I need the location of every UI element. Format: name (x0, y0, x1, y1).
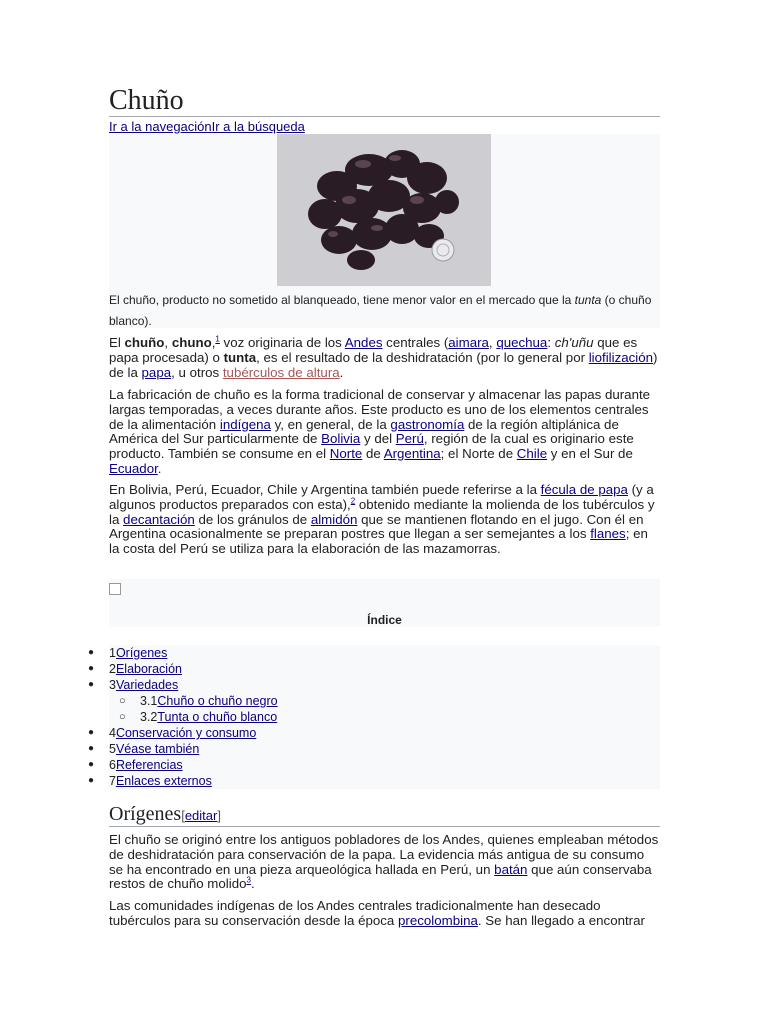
argentina-link[interactable]: Argentina (383, 446, 441, 462)
fecula-paragraph: En Bolivia, Perú, Ecuador, Chile y Argentina también puede referirse a la fécula de papa (y a algunos productos preparados con esta),$^2$ obtenido mediante la molienda de los tubérculos y la decantación de los gránulos de almidón que se mantienen flotando en el jugo. Con él en Argentina ocasionalmente se preparan postres que llegan a ser semejantes a los flanes; en la costa del Perú se utiliza para la elaboración de las mazamorras. (109, 482, 655, 557)
toc-item-3-1[interactable]: ○ 3.1Chuño o chuño negro (119, 694, 278, 708)
toc-toggle-checkbox[interactable] (109, 583, 121, 595)
almidon-link[interactable]: almidón (310, 511, 358, 527)
edit-section-link[interactable]: editar (184, 808, 218, 823)
peru-link[interactable]: Perú (395, 431, 424, 447)
toc-list (88, 645, 660, 789)
toc-item-6[interactable]: ● 6Referencias (88, 758, 183, 772)
page-title: Chuño (109, 84, 660, 117)
bullet-icon: ● (88, 679, 95, 690)
chile-link[interactable]: Chile (516, 446, 548, 462)
chuno-photo-graphic (277, 134, 491, 286)
gastronomia-link[interactable]: gastronomía (390, 416, 465, 432)
toc-item-2[interactable]: ● 2Elaboración (88, 662, 182, 676)
aimara-link[interactable]: aimara (448, 335, 489, 350)
andes-link[interactable]: Andes (344, 335, 383, 350)
precolombina-link[interactable]: precolombina (398, 912, 478, 928)
reference-1-link[interactable]: 1 (215, 334, 220, 344)
norte-link[interactable]: Norte (329, 446, 363, 462)
liofilizacion-link[interactable]: liofilización (588, 349, 654, 365)
toc-item-7[interactable]: ● 7Enlaces externos (88, 774, 212, 788)
chuno-photo[interactable] (277, 134, 491, 286)
flanes-link[interactable]: flanes (590, 526, 626, 542)
quechua-link[interactable]: quechua (496, 335, 548, 350)
bullet-icon: ● (88, 647, 95, 658)
toc-item-3[interactable]: ● 3Variedades (88, 678, 179, 692)
origenes-paragraph-2: Las comunidades indígenas de los Andes centrales tradicionalmente han desecado tubérculos para su conservación desde la época precolombina. Se han llegado a encontrar (109, 898, 645, 928)
batan-link[interactable]: batán (494, 861, 528, 877)
bolivia-link[interactable]: Bolivia (321, 431, 361, 447)
infobox-figure (109, 134, 660, 328)
ecuador-link[interactable]: Ecuador (109, 460, 158, 476)
intro-paragraph: El chuño, chuno,$^1$ voz originaria de los Andes centrales (aimara, quechua: ch'uñu que es papa procesada) o tunta, es el resultado de la deshidratación (por lo general por liofilización) de la papa, u otros tubérculos de altura. (109, 334, 658, 380)
tuberculos-de-altura-redlink[interactable]: tubérculos de altura (222, 364, 340, 380)
fabrication-paragraph: La fabricación de chuño es la forma tradicional de conservar y almacenar las papas durante largas temporadas, a veces durante años. Este producto es uno de los elementos centrales de la alimentación indígena y, en general, de la gastronomía de la región altiplánica de América del Sur particularmente de Bolivia y del Perú, región de la cual es originario este producto. También se consume en el Norte de Argentina; el Norte de Chile y en el Sur de Ecuador. (109, 387, 651, 476)
section-heading-origenes: Orígenes[editar] (109, 802, 660, 827)
toc-header (109, 579, 660, 627)
indigena-link[interactable]: indígena (219, 416, 271, 432)
toc-title: Índice (367, 613, 402, 627)
reference-2-link[interactable]: 2 (350, 496, 356, 506)
jump-links (109, 119, 305, 134)
bullet-icon: ● (88, 727, 95, 738)
toc-item-3-2[interactable]: ○ 3.2Tunta o chuño blanco (119, 710, 278, 724)
toc-item-4[interactable]: ● 4Conservación y consumo (88, 726, 257, 740)
circle-bullet-icon: ○ (119, 695, 126, 707)
jump-to-navigation-link[interactable]: Ir a la navegación (109, 119, 212, 134)
bullet-icon: ● (88, 775, 95, 786)
papa-link[interactable]: papa (141, 364, 172, 380)
jump-to-search-link[interactable]: Ir a la búsqueda (211, 119, 305, 134)
decantacion-link[interactable]: decantación (123, 511, 195, 527)
figure-caption: El chuño, producto no sometido al blanqueado, tiene menor valor en el mercado que la tunta (o chuño blanco). (109, 293, 652, 328)
reference-3-link[interactable]: 3 (246, 875, 251, 885)
bullet-icon: ● (88, 743, 95, 754)
toc-item-1[interactable]: ● 1Orígenes (88, 646, 168, 660)
circle-bullet-icon: ○ (119, 711, 126, 723)
bullet-icon: ● (88, 759, 95, 770)
fecula-de-papa-link[interactable]: fécula de papa (540, 482, 628, 497)
origenes-paragraph-1: El chuño se originó entre los antiguos pobladores de los Andes, quienes empleaban métodos de deshidratación para conservación de la papa. La evidencia más antigua de su consumo se ha encontrado en una pieza arqueológica hallada en Perú, un batán que aún conservaba restos de chuño molido$^3$. (109, 832, 659, 892)
bullet-icon: ● (88, 663, 95, 674)
toc-item-5[interactable]: ● 5Véase también (88, 742, 200, 756)
